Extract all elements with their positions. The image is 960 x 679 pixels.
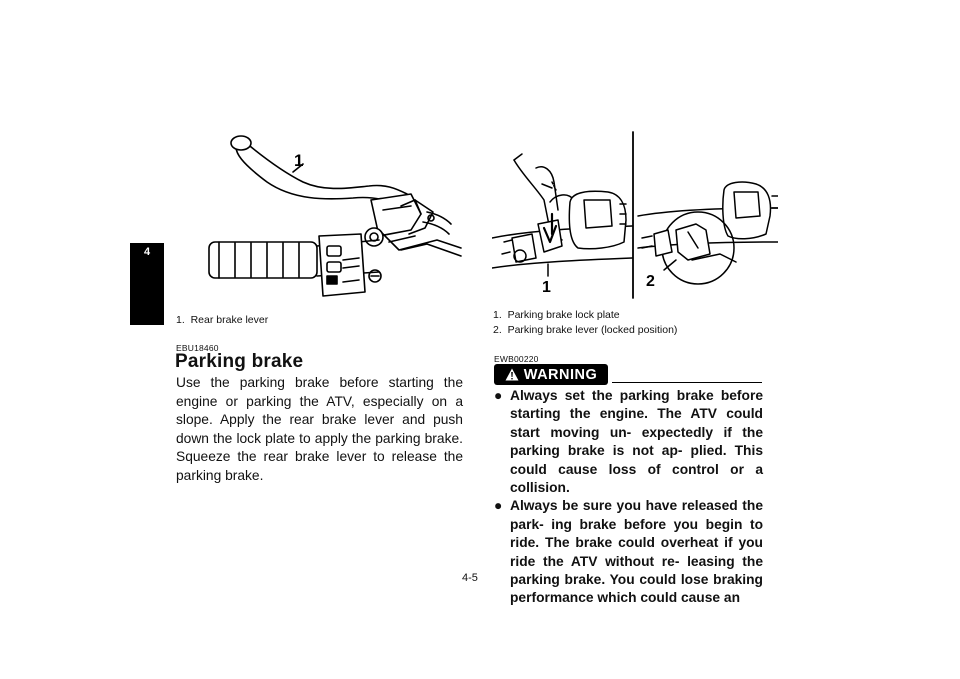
warning-list <box>494 387 763 608</box>
page-number: 4-5 <box>462 572 478 584</box>
warning-item-text: Always set the parking brake before starting the engine. The ATV could start moving un- expectedly if the parking brake is not ap- plied. This could cause loss of control or a collision. <box>510 388 763 496</box>
section-body: Use the parking brake before starting the engine or parking the ATV, especially on a slope. Apply the rear brake lever and push down the lock plate to apply the parking brake. Squeeze the rear brake lever to release the parking brake. <box>176 375 463 483</box>
callout-1-label: 1 <box>542 279 551 296</box>
warning-item <box>494 497 763 607</box>
section-title: Parking brake <box>175 351 304 372</box>
warning-item-text: Always be sure you have released the park- ing brake before you begin to ride. The brake could overheat if you ride the ATV without re- leasing the parking brake. You could lose braking performance which could cause an <box>510 498 763 606</box>
warning-triangle-icon <box>505 368 519 381</box>
parking-brake-illustration <box>492 130 778 300</box>
warning-label: WARNING <box>523 366 598 383</box>
warning-code: EWB00220 <box>494 354 539 364</box>
callout-2-label: 2 <box>646 273 655 290</box>
figure-caption-1: 1. Parking brake lock plate <box>493 309 620 321</box>
warning-item <box>494 387 763 497</box>
bullet-icon: ● <box>494 388 503 403</box>
figure-caption: 1. Rear brake lever <box>176 314 269 326</box>
warning-rule <box>612 382 762 383</box>
rear-brake-lever-illustration <box>175 130 465 310</box>
callout-1-label: 1 <box>294 151 304 170</box>
warning-badge <box>494 364 608 385</box>
chapter-tab <box>130 243 164 325</box>
section-code: EBU18460 <box>176 343 219 353</box>
bullet-icon: ● <box>494 498 503 514</box>
figure-captions <box>493 308 677 338</box>
chapter-number: 4 <box>143 246 151 258</box>
figure-caption-2: 2. Parking brake lever (locked position) <box>493 324 678 336</box>
